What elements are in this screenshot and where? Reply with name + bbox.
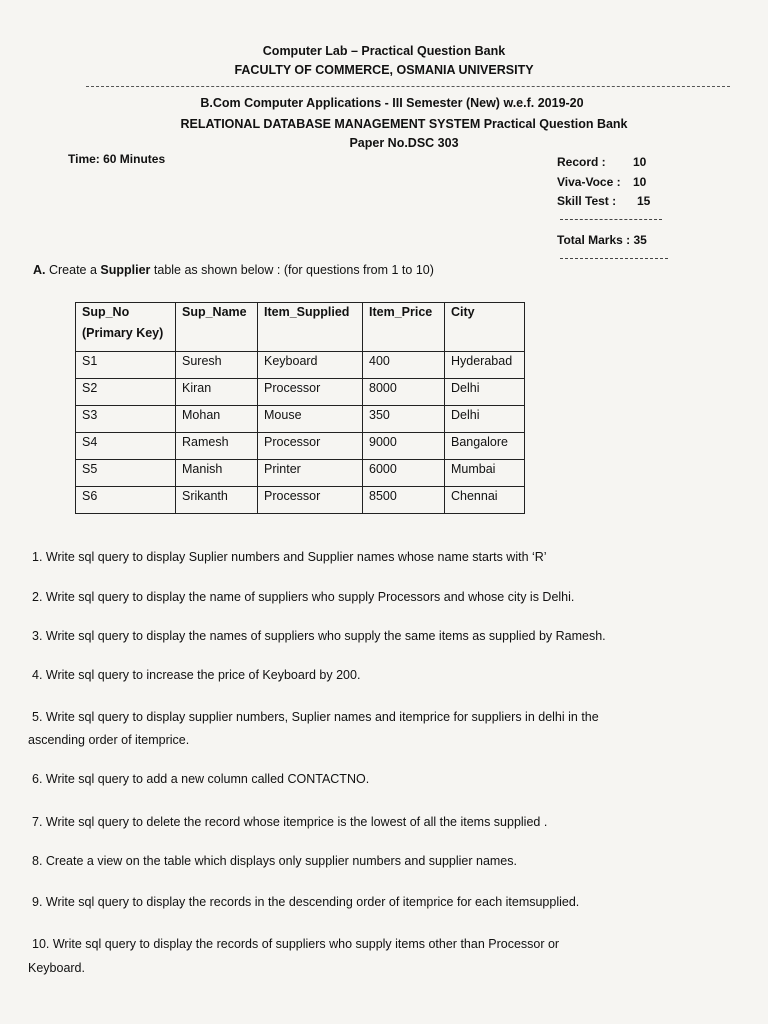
header-sup-name: Sup_Name (176, 303, 258, 352)
header-divider (86, 86, 730, 87)
header-subject: RELATIONAL DATABASE MANAGEMENT SYSTEM Practical Question Bank (180, 117, 628, 131)
question-4: 4. Write sql query to increase the price of Keyboard by 200. (32, 668, 361, 682)
cell-sup-no: S3 (76, 406, 176, 433)
cell-sup-name: Ramesh (176, 433, 258, 460)
question-8: 8. Create a view on the table which displays only supplier numbers and supplier names. (32, 854, 517, 868)
table-row (76, 379, 525, 406)
question-3: 3. Write sql query to display the names of suppliers who supply the same items as supplied by Ramesh. (32, 629, 606, 643)
section-a-text-after: table as shown below : (for questions from 1 to 10) (150, 263, 434, 277)
question-7: 7. Write sql query to delete the record whose itemprice is the lowest of all the items supplied . (32, 815, 548, 829)
cell-sup-name: Manish (176, 460, 258, 487)
question-9: 9. Write sql query to display the records in the descending order of itemprice for each itemsupplied. (32, 895, 580, 909)
table-header-row (76, 303, 525, 352)
table-row (76, 352, 525, 379)
record-value: 10 (633, 155, 647, 169)
cell-item-supplied: Processor (258, 379, 363, 406)
question-10-continued: Keyboard. (28, 961, 85, 975)
cell-item-price: 6000 (363, 460, 445, 487)
header-sup-no-label: Sup_No (82, 305, 130, 319)
marks-divider-bottom (560, 258, 668, 259)
marks-divider (560, 219, 662, 220)
section-a-text-before: Create a (48, 263, 101, 277)
cell-item-price: 9000 (363, 433, 445, 460)
marks-record (557, 155, 647, 169)
cell-sup-name: Srikanth (176, 487, 258, 514)
supplier-table (75, 302, 525, 514)
question-10: 10. Write sql query to display the records of suppliers who supply items other than Processor or (32, 937, 560, 951)
marks-skill (557, 194, 651, 208)
header-city: City (445, 303, 525, 352)
cell-sup-name: Suresh (176, 352, 258, 379)
cell-item-price: 350 (363, 406, 445, 433)
cell-sup-no: S4 (76, 433, 176, 460)
question-2: 2. Write sql query to display the name of suppliers who supply Processors and whose city is Delhi. (32, 590, 575, 604)
header-sup-no (76, 303, 176, 352)
header-item-supplied: Item_Supplied (258, 303, 363, 352)
cell-city: Hyderabad (445, 352, 525, 379)
cell-item-price: 8500 (363, 487, 445, 514)
time-allowed: Time: 60 Minutes (68, 152, 166, 166)
cell-item-supplied: Keyboard (258, 352, 363, 379)
cell-item-supplied: Printer (258, 460, 363, 487)
viva-value: 10 (633, 175, 647, 189)
header-course: B.Com Computer Applications - III Semester (New) w.e.f. 2019-20 (200, 96, 584, 110)
header-item-price: Item_Price (363, 303, 445, 352)
skill-label: Skill Test : (557, 194, 617, 208)
viva-label: Viva-Voce : (557, 175, 621, 189)
question-5-continued: ascending order of itemprice. (28, 733, 190, 747)
cell-city: Chennai (445, 487, 525, 514)
cell-item-supplied: Processor (258, 487, 363, 514)
table-row (76, 487, 525, 514)
header-faculty: FACULTY OF COMMERCE, OSMANIA UNIVERSITY (234, 63, 534, 77)
cell-sup-no: S5 (76, 460, 176, 487)
cell-city: Delhi (445, 406, 525, 433)
cell-item-price: 8000 (363, 379, 445, 406)
header-paper-no: Paper No.DSC 303 (349, 136, 459, 150)
cell-city: Delhi (445, 379, 525, 406)
question-1: 1. Write sql query to display Suplier numbers and Supplier names whose name starts with ‘R’ (32, 550, 547, 564)
cell-sup-name: Mohan (176, 406, 258, 433)
record-label: Record : (557, 155, 606, 169)
section-a-instruction (33, 263, 434, 277)
question-5: 5. Write sql query to display supplier numbers, Suplier names and itemprice for suppliers in delhi in the (32, 710, 599, 724)
cell-item-supplied: Mouse (258, 406, 363, 433)
marks-total: Total Marks : 35 (557, 233, 647, 247)
table-row (76, 433, 525, 460)
cell-sup-no: S2 (76, 379, 176, 406)
cell-item-price: 400 (363, 352, 445, 379)
table-row (76, 460, 525, 487)
section-a-label: A. (33, 263, 46, 277)
cell-item-supplied: Processor (258, 433, 363, 460)
table-row (76, 406, 525, 433)
cell-sup-no: S1 (76, 352, 176, 379)
cell-sup-no: S6 (76, 487, 176, 514)
header-title: Computer Lab – Practical Question Bank (262, 44, 506, 58)
marks-viva (557, 175, 647, 189)
cell-sup-name: Kiran (176, 379, 258, 406)
question-6: 6. Write sql query to add a new column called CONTACTNO. (32, 772, 370, 786)
primary-key-note: (Primary Key) (82, 326, 164, 340)
section-a-table-name: Supplier (100, 263, 151, 277)
skill-value: 15 (637, 194, 651, 208)
cell-city: Bangalore (445, 433, 525, 460)
cell-city: Mumbai (445, 460, 525, 487)
